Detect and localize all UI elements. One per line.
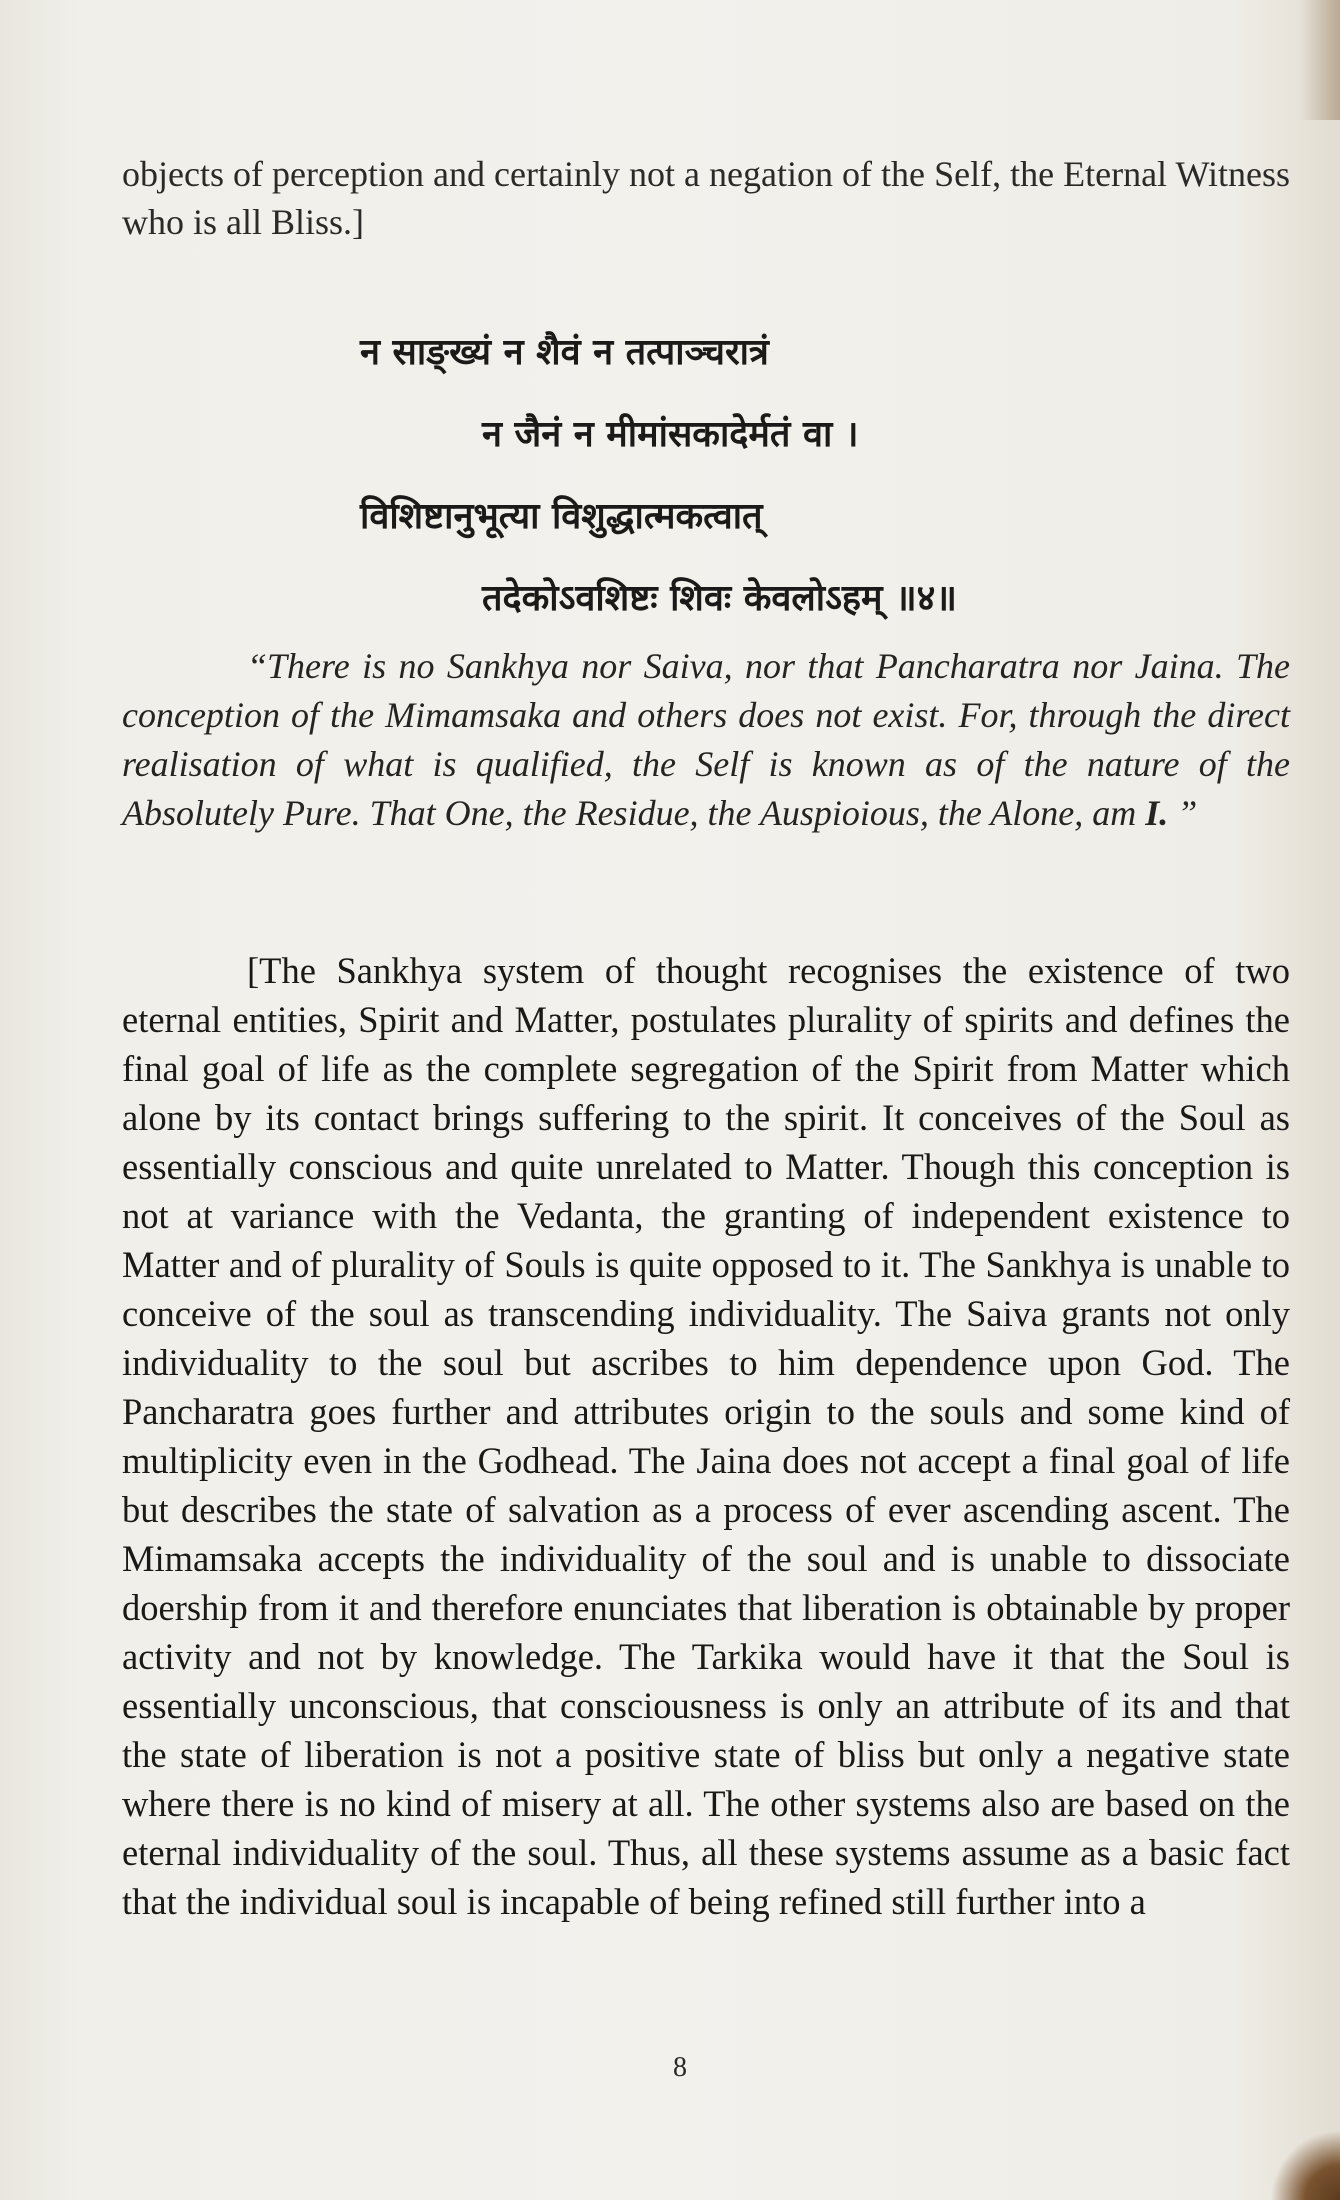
sanskrit-verse xyxy=(360,312,1120,640)
page-number: 8 xyxy=(673,2052,687,2083)
translation-text: “There is no Sankhya nor Saiva, nor that Pancharatra nor Jaina. The conception of the Mimamsaka and others does not exist. For, through the direct realisation of what is qualified, the Self is known as of the nature of the Absolutely Pure. That One, the Residue, the Auspioious, the Alone, am xyxy=(122,646,1290,833)
verse-line-4: तदेकोऽवशिष्टः शिवः केवलोऽहम् ॥४॥ xyxy=(482,578,957,619)
verse-line-3: विशिष्टानुभूत्या विशुद्धात्मकत्वात् xyxy=(360,496,763,537)
translation-final-word: I. xyxy=(1145,793,1169,833)
translation-closing-quote: ” xyxy=(1168,793,1198,833)
opening-paragraph: objects of perception and certainly not a negation of the Self, the Eternal Witness who is all Bliss.] xyxy=(122,154,1290,242)
commentary-paragraph: [The Sankhya system of thought recognises the existence of two eternal entities, Spirit and Matter, postulates plurality of spirits and defines the final goal of life as the complete segregation of the Spirit from Matter which alone by its contact brings suffering to the spirit. It conceives of the Soul as essentially conscious and quite unrelated to Matter. Though this conception is not at variance with the Vedanta, the granting of independent existence to Matter and of plurality of Souls is quite opposed to it. The Sankhya is unable to conceive of the soul as transcending individuality. The Saiva grants not only individuality to the soul but ascribes to him dependence upon God. The Pancharatra goes further and attributes origin to the souls and some kind of multiplicity even in the Godhead. The Jaina does not accept a final goal of life but describes the state of salvation as a process of ever ascending ascent. The Mimamsaka accepts the individuality of the soul and is unable to dissociate doership from it and therefore enunciates that liberation is obtainable by proper activity and not by knowledge. The Tarkika would have it that the Soul is essentially unconscious, that consciousness is only an attribute of its and that the state of liberation is not a positive state of bliss but only a negative state where there is no kind of misery at all. The other systems also are based on the eternal individuality of the soul. Thus, all these systems assume as a basic fact that the individual soul is incapable of being refined still further into a xyxy=(122,950,1290,1922)
verse-line-2: न जैनं न मीमांसकादेर्मतं वा । xyxy=(482,414,859,455)
verse-line-1: न साङ्ख्यं न शैवं न तत्पाञ्चरात्रं xyxy=(360,332,769,373)
verse-translation xyxy=(122,642,1290,838)
